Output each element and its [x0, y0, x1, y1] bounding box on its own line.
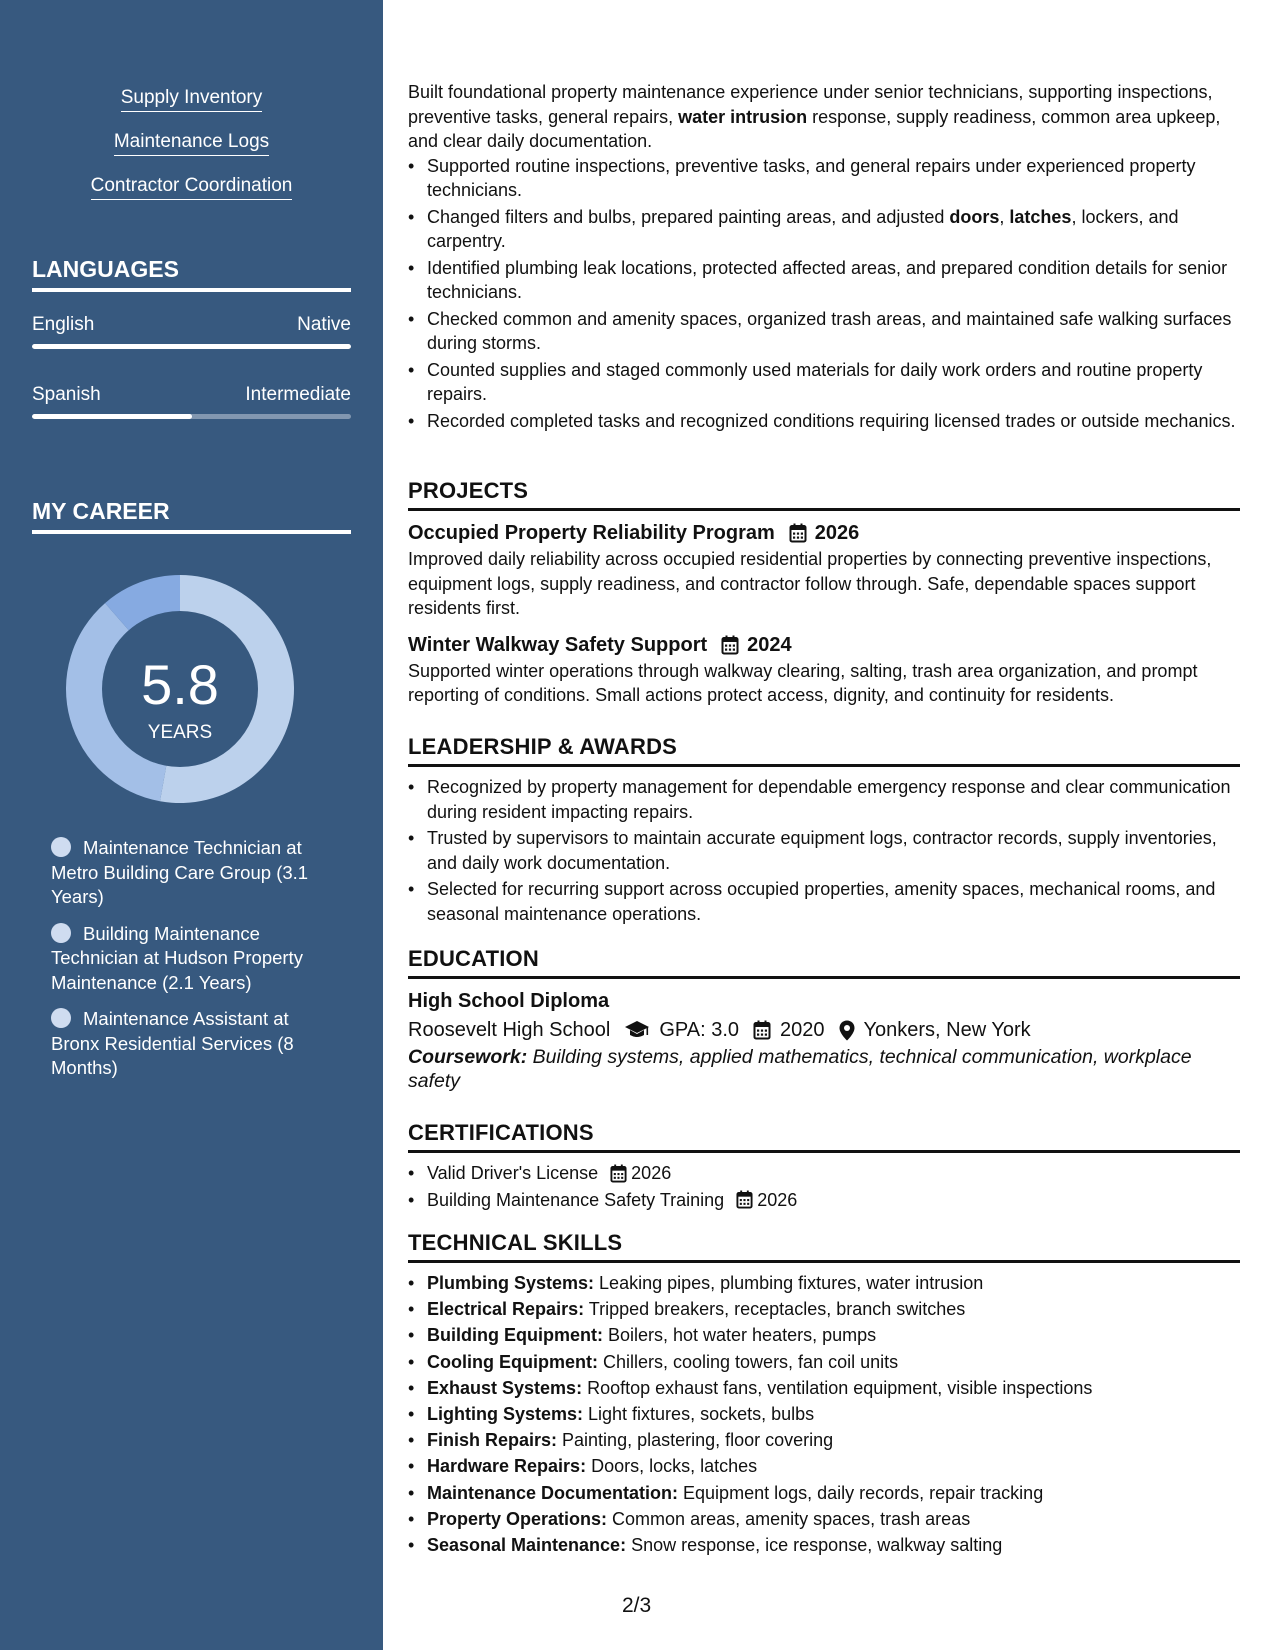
- skill-value: Snow response, ice response, walkway salting: [626, 1534, 1003, 1555]
- skill-label: Finish Repairs:: [427, 1430, 558, 1451]
- skill-label: Exhaust Systems:: [427, 1377, 583, 1398]
- school-name: Roosevelt High School: [408, 1019, 611, 1041]
- list-item: [408, 1428, 1240, 1453]
- degree-title: High School Diploma: [408, 990, 610, 1012]
- coursework: [408, 1045, 1240, 1093]
- career-dot-icon: [51, 837, 71, 857]
- project-name: Winter Walkway Safety Support: [408, 633, 708, 656]
- skill-link-supply-inventory[interactable]: Supply Inventory: [121, 86, 263, 112]
- list-item: [408, 1323, 1240, 1348]
- list-item: [408, 1507, 1240, 1532]
- career-list: [51, 836, 321, 1093]
- certification-year: 2026: [631, 1163, 672, 1183]
- language-row-spanish: [32, 384, 351, 406]
- skill-value: Equipment logs, daily records, repair tracking: [678, 1482, 1044, 1503]
- skill-value: Boilers, hot water heaters, pumps: [602, 1325, 877, 1346]
- certification: [427, 1188, 1240, 1213]
- skill-value: Tripped breakers, receptacles, branch switches: [584, 1299, 966, 1320]
- list-item: [408, 1481, 1240, 1506]
- career-dot-icon: [51, 1008, 71, 1028]
- list-item: • Recognized by property management for dependable emergency response and clear communication during resident impacting repairs.: [408, 775, 1240, 824]
- bullet-text: ,: [999, 206, 1010, 227]
- coursework-label: Coursework:: [408, 1046, 528, 1068]
- list-item: [408, 1350, 1240, 1375]
- skill-value: Light fixtures, sockets, bulbs: [583, 1403, 815, 1424]
- skill-value: Chillers, cooling towers, fan coil units: [597, 1351, 899, 1372]
- list-item: [408, 1188, 1240, 1213]
- list-item: [408, 1454, 1240, 1479]
- skill-label: Lighting Systems:: [427, 1403, 584, 1424]
- skill-value: Rooftop exhaust fans, ventilation equipment, visible inspections: [582, 1377, 1093, 1398]
- skill-label: Maintenance Documentation:: [427, 1482, 679, 1503]
- language-name: English: [32, 314, 95, 335]
- sidebar: [0, 0, 383, 1650]
- skill-label: Hardware Repairs:: [427, 1456, 587, 1477]
- technical-skills-list: [408, 1271, 1240, 1557]
- calendar-icon: [721, 635, 739, 655]
- bullet-text: , lockers, and carpentry.: [427, 206, 1179, 251]
- summary-text: Built foundational property maintenance experience under senior technicians, supporting inspections, preventive tasks, general repairs,: [408, 82, 1213, 127]
- career-total-unit: YEARS: [147, 722, 213, 743]
- language-level: Native: [297, 314, 351, 335]
- coursework-text: Building systems, applied mathematics, technical communication, workplace safety: [408, 1046, 1192, 1092]
- page-number: 2/3: [622, 1594, 652, 1617]
- summary-bold: water intrusion: [678, 106, 808, 127]
- section-heading: LEADERSHIP & AWARDS: [408, 734, 1240, 767]
- project-description: Supported winter operations through walkway clearing, salting, trash area organization, and prompt reporting of conditions. Small actions protect access, dignity, and continuity for residents.: [408, 660, 1198, 705]
- project-name: Occupied Property Reliability Program: [408, 522, 775, 544]
- career-total-value: 5.8: [141, 653, 219, 716]
- certification-year: 2026: [757, 1189, 798, 1210]
- list-item: [408, 1161, 1240, 1186]
- section-heading: CERTIFICATIONS: [408, 1120, 1240, 1153]
- leadership-section: [408, 734, 1240, 928]
- location-pin-icon: [839, 1020, 855, 1041]
- certification-name: • Building Maintenance Safety Training: [427, 1189, 725, 1210]
- calendar-icon: [736, 1190, 753, 1209]
- list-item: [408, 1376, 1240, 1401]
- skill-value: Doors, locks, latches: [586, 1456, 758, 1477]
- list-item: [408, 1271, 1240, 1296]
- language-bar-english: [32, 344, 351, 349]
- bullet-bold: doors: [949, 206, 1000, 227]
- education-section: [408, 946, 1240, 1093]
- certifications-list: [408, 1161, 1240, 1212]
- list-item: • Identified plumbing leak locations, protected affected areas, and prepared condition details for senior technicians.: [408, 256, 1240, 305]
- experience-summary: [408, 80, 1240, 435]
- skill-label: Seasonal Maintenance:: [427, 1534, 627, 1555]
- language-bar-spanish: [32, 414, 351, 419]
- calendar-icon: [789, 523, 807, 543]
- list-item: • Recorded completed tasks and recognized conditions requiring licensed trades or outside mechanics.: [408, 409, 1240, 434]
- project-description: Improved daily reliability across occupied residential properties by connecting preventive inspections, equipment logs, supply readiness, and contractor follow through. Safe, dependable spaces support residents first.: [408, 549, 1212, 618]
- project-title: [408, 519, 1240, 547]
- school-location: Yonkers, New York: [863, 1019, 1031, 1041]
- career-heading: MY CAREER: [32, 498, 351, 534]
- project-year: 2024: [747, 633, 792, 656]
- skill-value: Painting, plastering, floor covering: [557, 1430, 834, 1451]
- gpa: GPA: 3.0: [659, 1019, 740, 1041]
- skill-label: Electrical Repairs:: [427, 1299, 585, 1320]
- summary-text: response, supply readiness, common area upkeep, and clear daily documentation.: [408, 106, 1221, 151]
- skill-value: Common areas, amenity spaces, trash areas: [607, 1508, 971, 1529]
- skill-value: Leaking pipes, plumbing fixtures, water intrusion: [594, 1273, 984, 1293]
- list-item: [408, 205, 1240, 254]
- list-item: [408, 1533, 1240, 1558]
- project-year: 2026: [814, 522, 860, 544]
- skill-label: Cooling Equipment:: [427, 1351, 598, 1372]
- career-donut-chart: [65, 574, 295, 804]
- language-level: Intermediate: [245, 384, 351, 405]
- skill-label: Property Operations:: [427, 1508, 608, 1529]
- list-item: • Counted supplies and staged commonly used materials for daily work orders and routine property repairs.: [408, 358, 1240, 407]
- career-item: [51, 836, 321, 910]
- list-item: [408, 1402, 1240, 1427]
- language-name: Spanish: [32, 384, 101, 405]
- list-item: • Selected for recurring support across occupied properties, amenity spaces, mechanical rooms, and seasonal maintenance operations.: [408, 877, 1240, 926]
- graduation-cap-icon: [624, 1020, 650, 1040]
- experience-bullets: [408, 154, 1240, 434]
- projects-section: [408, 478, 1240, 708]
- language-row-english: [32, 314, 351, 336]
- section-heading: EDUCATION: [408, 946, 1240, 979]
- list-item: [408, 1297, 1240, 1322]
- calendar-icon: [610, 1164, 627, 1183]
- skill-label: Plumbing Systems:: [427, 1273, 595, 1293]
- career-item-text: Maintenance Technician at Metro Building Care Group (3.1 Years): [51, 837, 309, 907]
- graduation-year: 2020: [780, 1019, 825, 1041]
- skill-link-maintenance-logs[interactable]: Maintenance Logs: [114, 130, 269, 156]
- technical-skills-section: [408, 1230, 1240, 1559]
- skill-link-contractor-coordination[interactable]: Contractor Coordination: [91, 174, 293, 200]
- certifications-section: [408, 1120, 1240, 1214]
- section-heading: TECHNICAL SKILLS: [408, 1230, 1240, 1263]
- education-details: [408, 1015, 1240, 1045]
- summary-paragraph: [408, 80, 1240, 154]
- list-item: • Trusted by supervisors to maintain accurate equipment logs, contractor records, supply inventories, and daily work documentation.: [408, 826, 1240, 875]
- language-bar-fill: [32, 344, 351, 349]
- languages-heading: LANGUAGES: [32, 256, 351, 292]
- career-item-text: Building Maintenance Technician at Hudson Property Maintenance (2.1 Years): [51, 922, 303, 993]
- skill-links: [0, 86, 383, 218]
- career-item-text: Maintenance Assistant at Bronx Residential Services (8 Months): [51, 1008, 294, 1078]
- career-item: [51, 922, 321, 996]
- section-heading: PROJECTS: [408, 478, 1240, 511]
- list-item: • Supported routine inspections, preventive tasks, and general repairs under experienced property technicians.: [408, 154, 1240, 203]
- bullet-bold: latches: [1009, 206, 1072, 227]
- certification-name: • Valid Driver's License: [427, 1163, 599, 1183]
- leadership-list: [408, 775, 1240, 926]
- list-item: • Checked common and amenity spaces, organized trash areas, and maintained safe walking surfaces during storms.: [408, 307, 1240, 356]
- bullet-text: Changed filters and bulbs, prepared painting areas, and adjusted: [427, 206, 950, 227]
- certification: [427, 1161, 1240, 1186]
- career-dot-icon: [51, 923, 71, 943]
- calendar-icon: [753, 1020, 771, 1040]
- project-title: [408, 631, 1240, 659]
- career-item: [51, 1007, 321, 1081]
- language-bar-fill: [32, 414, 192, 419]
- skill-label: Building Equipment:: [427, 1325, 603, 1346]
